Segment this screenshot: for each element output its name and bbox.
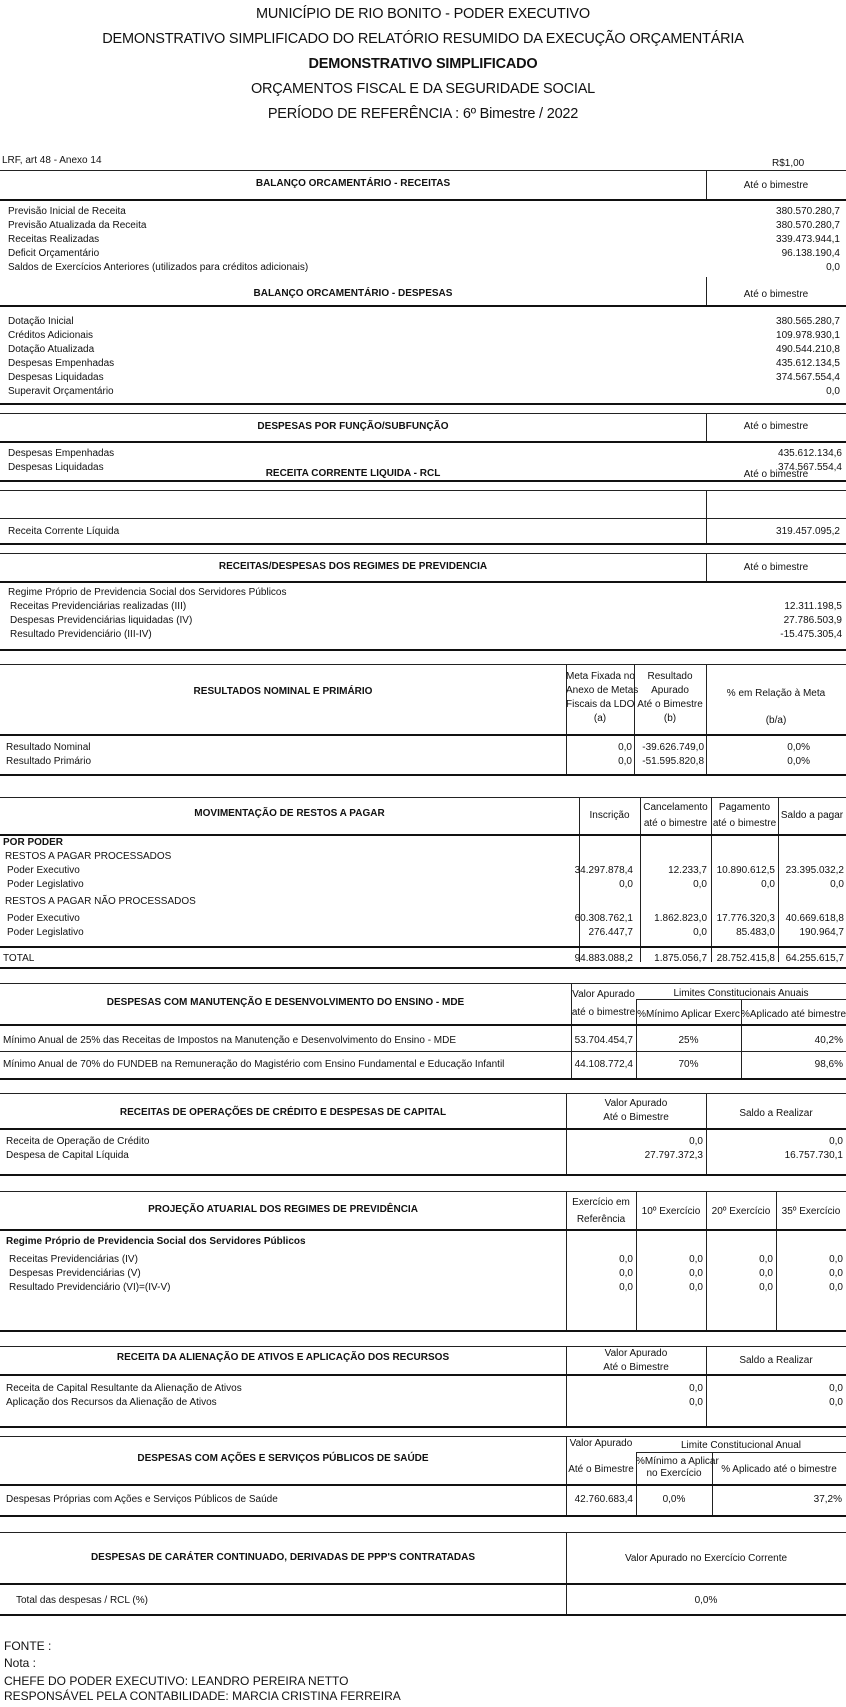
row-label: Aplicação dos Recursos da Alienação de Ativos — [6, 1397, 217, 1408]
row-label: Receita de Operação de Crédito — [6, 1136, 150, 1147]
mde-row-value: 53.704.454,7 — [574, 1035, 633, 1046]
restos-col-saldo — [778, 864, 844, 940]
row-label: Resultado Previdenciário (III-IV) — [10, 629, 152, 640]
header-line-municipio: MUNICÍPIO DE RIO BONITO - PODER EXECUTIVO — [256, 6, 590, 22]
row-value: 0,0 — [689, 1136, 703, 1147]
col-header-line: Até o Bimestre — [603, 1362, 669, 1373]
alienacao-values — [566, 1382, 703, 1410]
col-header-saldo: Saldo a Realizar — [739, 1108, 813, 1119]
row-value: 339.473.944,1 — [776, 234, 840, 245]
col-header-valor-exercicio: Valor Apurado no Exercício Corrente — [624, 1553, 788, 1564]
row-value: -51.595.820,8 — [642, 756, 704, 767]
col-header-saldo: Saldo a Realizar — [739, 1355, 813, 1366]
col-header-referencia — [566, 1194, 636, 1228]
row-value: 435.612.134,5 — [776, 358, 840, 369]
col-header-saldo: Saldo a pagar — [780, 810, 844, 821]
group-label: POR PODER — [3, 837, 64, 848]
col-header-line: até o bimestre — [643, 818, 708, 829]
header-line-orcamentos: ORÇAMENTOS FISCAL E DA SEGURIDADE SOCIAL — [250, 81, 596, 97]
col-header-line: Valor Apurado — [604, 1348, 668, 1359]
row-value: 0,0 — [761, 879, 775, 890]
row-value: 0,0 — [689, 1268, 703, 1279]
row-label: Despesas Liquidadas — [8, 462, 104, 473]
projecao-col-35 — [776, 1253, 843, 1295]
col-header-limites: Limites Constitucionais Anuais — [673, 988, 809, 999]
row-value: 0,0 — [689, 1254, 703, 1265]
row-value: 0,0 — [689, 1383, 703, 1394]
row-value: 380.570.280,7 — [776, 206, 840, 217]
restos-labels — [3, 836, 196, 940]
row-value: 0,0 — [829, 1254, 843, 1265]
row-value: 17.776.320,3 — [716, 913, 775, 924]
total-value: 94.883.088,2 — [574, 953, 633, 964]
col-header-line: no Exercício — [646, 1468, 702, 1479]
resultados-col-b — [634, 741, 704, 769]
col-header-valor — [566, 1347, 706, 1375]
restos-col-cancelamento — [640, 864, 707, 940]
resultados-col-a — [566, 741, 632, 769]
despesas-values — [700, 315, 840, 399]
col-header-line: Cancelamento — [643, 802, 708, 813]
col-header-line: Resultado — [647, 671, 693, 682]
col-header-inscricao: Inscrição — [589, 810, 630, 821]
restos-col-pagamento — [711, 864, 775, 940]
col-header-limite: Limite Constitucional Anual — [680, 1440, 802, 1451]
section-title-resultados: RESULTADOS NOMINAL E PRIMÁRIO — [193, 686, 373, 697]
col-header-valor — [566, 1436, 636, 1478]
row-label: Poder Legislativo — [7, 927, 84, 938]
row-value: 374.567.554,4 — [776, 372, 840, 383]
row-value: 0,0 — [619, 1268, 633, 1279]
total-value: 1.875.056,7 — [654, 953, 707, 964]
ppp-row-value: 0,0% — [694, 1595, 718, 1606]
section-title-credito: RECEITAS DE OPERAÇÕES DE CRÉDITO E DESPESAS DE CAPITAL — [119, 1107, 447, 1118]
col-header-ate-bimestre: Até o bimestre — [743, 421, 809, 432]
row-label: Despesas Previdenciárias (V) — [9, 1268, 141, 1279]
col-header-10: 10º Exercício — [641, 1206, 701, 1217]
row-value: 0,0% — [787, 742, 810, 753]
col-header-line: Até o Bimestre — [568, 1464, 634, 1475]
col-header-35: 35º Exercício — [781, 1206, 841, 1217]
row-value: 0,0 — [759, 1282, 773, 1293]
col-header-line: Apurado — [651, 685, 689, 696]
row-value: 0,0 — [619, 879, 633, 890]
row-label: Resultado Previdenciário (VI)=(IV-V) — [9, 1282, 171, 1293]
col-header-ate-bimestre: Até o bimestre — [743, 289, 809, 300]
col-header-line: Valor Apurado — [604, 1098, 668, 1109]
ppp-row-label: Total das despesas / RCL (%) — [16, 1595, 148, 1606]
col-header-aplicado: % Aplicado até o bimestre — [721, 1464, 837, 1475]
footer-nota: Nota : — [4, 1656, 37, 1670]
row-value: 0,0 — [826, 262, 840, 273]
col-header-aplicado: %Aplicado até bimestre — [741, 1009, 846, 1020]
receitas-values — [700, 205, 840, 275]
row-value: 0,0 — [619, 1282, 633, 1293]
saude-row-value: 42.760.683,4 — [574, 1494, 633, 1505]
row-value: 380.570.280,7 — [776, 220, 840, 231]
mde-row-label: Mínimo Anual de 25% das Receitas de Impostos na Manutenção e Desenvolvimento do Ensino - MDE — [3, 1035, 457, 1046]
row-value: 40.669.618,8 — [785, 913, 844, 924]
row-value: 0,0 — [829, 1136, 843, 1147]
row-value: 0,0 — [826, 386, 840, 397]
alienacao-saldos — [706, 1382, 843, 1410]
row-value: 109.978.930,1 — [776, 330, 840, 341]
col-header-line: Anexo de Metas — [566, 685, 639, 696]
section-title-rcl: RECEITA CORRENTE LIQUIDA - RCL — [265, 468, 441, 479]
col-header-line: até o bimestre — [712, 818, 777, 829]
total-label: TOTAL — [3, 953, 35, 964]
row-value: 23.395.032,2 — [785, 865, 844, 876]
saude-row-minimo: 0,0% — [662, 1494, 686, 1505]
col-header-minimo — [636, 1456, 719, 1480]
row-label: Receitas Previdenciárias (IV) — [9, 1254, 138, 1265]
row-label: Poder Legislativo — [7, 879, 84, 890]
col-header-percent-formula: (b/a) — [765, 715, 787, 726]
mde-row-minimo: 70% — [678, 1059, 699, 1070]
receitas-labels — [8, 205, 308, 275]
row-label: Despesas Empenhadas — [8, 448, 115, 459]
row-label: Créditos Adicionais — [8, 330, 94, 341]
saude-row-aplicado: 37,2% — [813, 1494, 842, 1505]
row-value: 0,0 — [759, 1254, 773, 1265]
mde-row-aplicado: 98,6% — [814, 1059, 843, 1070]
section-title-funcao: DESPESAS POR FUNÇÃO/SUBFUNÇÃO — [257, 421, 449, 432]
row-label: Receitas Realizadas — [8, 234, 100, 245]
projecao-col-10 — [636, 1253, 703, 1295]
row-label: Dotação Inicial — [8, 316, 74, 327]
section-title-saude: DESPESAS COM AÇÕES E SERVIÇOS PÚBLICOS DE SAÚDE — [137, 1453, 429, 1464]
col-header-line: Fiscais da LDO — [566, 699, 635, 710]
header-line-demonstrativo: DEMONSTRATIVO SIMPLIFICADO DO RELATÓRIO RESUMIDO DA EXECUÇÃO ORÇAMENTÁRIA — [102, 31, 744, 47]
row-value: 276.447,7 — [588, 927, 633, 938]
row-label: Despesas Liquidadas — [8, 372, 104, 383]
section-title-projecao: PROJEÇÃO ATUARIAL DOS REGIMES DE PREVIDÊNCIA — [148, 1204, 418, 1215]
row-value: 190.964,7 — [799, 927, 844, 938]
row-value: 27.797.372,3 — [644, 1150, 703, 1161]
mde-row-minimo: 25% — [678, 1035, 699, 1046]
group-label: RESTOS A PAGAR PROCESSADOS — [5, 851, 172, 862]
row-label: Poder Executivo — [7, 865, 80, 876]
row-value: 0,0% — [787, 756, 810, 767]
mde-row-value: 44.108.772,4 — [574, 1059, 633, 1070]
col-header-line: Exercício em — [572, 1197, 630, 1208]
currency-label: R$1,00 — [772, 158, 805, 169]
row-value: 12.311.198,5 — [784, 601, 842, 612]
col-header-minimo: %Mínimo Aplicar Exerc — [637, 1009, 740, 1020]
col-header-line: (b) — [663, 713, 677, 724]
row-label: Despesa de Capital Líquida — [6, 1150, 129, 1161]
row-label: Previsão Atualizada da Receita — [8, 220, 147, 231]
col-header-ate-bimestre: Até o bimestre — [743, 180, 809, 191]
row-value: 10.890.612,5 — [716, 865, 775, 876]
row-value: 380.565.280,7 — [776, 316, 840, 327]
row-label: Poder Executivo — [7, 913, 80, 924]
section-title-alienacao: RECEITA DA ALIENAÇÃO DE ATIVOS E APLICAÇÃO DOS RECURSOS — [116, 1352, 450, 1363]
restos-col-inscricao — [570, 864, 633, 940]
alienacao-labels — [6, 1382, 242, 1410]
col-header-20: 20º Exercício — [711, 1206, 771, 1217]
row-value: 0,0 — [830, 879, 844, 890]
col-header-line: Referência — [576, 1214, 626, 1225]
col-header-line: (a) — [593, 713, 607, 724]
row-label: Deficit Orçamentário — [8, 248, 100, 259]
col-header-resultado — [634, 670, 706, 726]
col-header-ate-bimestre: Até o bimestre — [743, 562, 809, 573]
row-label: Dotação Atualizada — [8, 344, 95, 355]
total-value: 64.255.615,7 — [785, 953, 844, 964]
group-label: Regime Próprio de Previdencia Social dos Servidores Públicos — [8, 587, 287, 598]
row-value: 0,0 — [618, 742, 632, 753]
row-value: 435.612.134,6 — [778, 448, 842, 459]
row-value: 1.862.823,0 — [654, 913, 707, 924]
group-label: Regime Próprio de Previdencia Social dos Servidores Públicos — [6, 1236, 306, 1247]
saude-row-label: Despesas Próprias com Ações e Serviços Públicos de Saúde — [6, 1494, 278, 1505]
col-header-line: Valor Apurado — [572, 989, 635, 1000]
row-label: Resultado Nominal — [6, 742, 91, 753]
col-header-line: Até o Bimestre — [637, 699, 703, 710]
row-value: -15.475.305,4 — [780, 629, 842, 640]
header-line-simplificado: DEMONSTRATIVO SIMPLIFICADO — [308, 56, 538, 72]
annex-label: LRF, art 48 - Anexo 14 — [2, 155, 102, 166]
row-label: Receitas Previdenciárias realizadas (III) — [10, 601, 187, 612]
mde-row-label: Mínimo Anual de 70% do FUNDEB na Remuneração do Magistério com Ensino Fundamental e Educação Infantil — [3, 1059, 505, 1070]
row-label: Despesas Empenhadas — [8, 358, 115, 369]
row-value: 0,0 — [829, 1282, 843, 1293]
col-header-valor — [566, 1097, 706, 1125]
projecao-col-ref — [566, 1253, 633, 1295]
rcl-value: 319.457.095,2 — [776, 526, 840, 537]
credito-values — [566, 1135, 703, 1163]
col-header-pagamento — [711, 800, 778, 832]
row-value: 0,0 — [829, 1268, 843, 1279]
projecao-labels — [6, 1235, 306, 1295]
col-header-line: Pagamento — [718, 802, 771, 813]
total-value: 28.752.415,8 — [716, 953, 775, 964]
credito-labels — [6, 1135, 149, 1163]
rcl-label: Receita Corrente Líquida — [8, 526, 120, 537]
footer-chefe: CHEFE DO PODER EXECUTIVO: LEANDRO PEREIRA NETTO — [4, 1674, 349, 1688]
previdencia-labels — [8, 586, 286, 642]
row-value: 60.308.762,1 — [574, 913, 633, 924]
section-title-mde: DESPESAS COM MANUTENÇÃO E DESENVOLVIMENTO DO ENSINO - MDE — [106, 997, 465, 1008]
col-header-line: Valor Apurado — [569, 1438, 633, 1449]
col-header-line: Meta Fixada no — [566, 671, 635, 682]
row-value: 0,0 — [829, 1397, 843, 1408]
row-value: 0,0 — [689, 1282, 703, 1293]
col-header-line: %Mínimo a Aplicar — [636, 1456, 719, 1467]
header-line-periodo: PERÍODO DE REFERÊNCIA : 6º Bimestre / 2022 — [267, 106, 579, 122]
row-label: Resultado Primário — [6, 756, 92, 767]
projecao-col-20 — [706, 1253, 773, 1295]
section-title-receitas: BALANÇO ORCAMENTÁRIO - RECEITAS — [255, 178, 451, 189]
resultados-col-c — [706, 741, 810, 769]
row-value: 85.483,0 — [736, 927, 775, 938]
section-title-despesas: BALANÇO ORCAMENTÁRIO - DESPESAS — [253, 288, 453, 299]
col-header-ate-bimestre: Até o bimestre — [743, 469, 809, 480]
row-label: Saldos de Exercícios Anteriores (utilizados para créditos adicionais) — [8, 262, 309, 273]
despesas-labels — [8, 315, 114, 399]
row-value: 34.297.878,4 — [574, 865, 633, 876]
col-header-percent: % em Relação à Meta — [726, 688, 826, 699]
group-label: RESTOS A PAGAR NÃO PROCESSADOS — [5, 896, 196, 907]
col-header-line: Até o Bimestre — [603, 1112, 669, 1123]
row-value: 0,0 — [689, 1397, 703, 1408]
row-value: 0,0 — [829, 1383, 843, 1394]
col-header-valor — [571, 986, 636, 1022]
row-value: 0,0 — [619, 1254, 633, 1265]
row-value: 0,0 — [618, 756, 632, 767]
col-header-line: até o bimestre — [571, 1007, 636, 1018]
previdencia-values — [700, 600, 842, 642]
row-label: Despesas Previdenciárias liquidadas (IV) — [10, 615, 193, 626]
row-value: 374.567.554,4 — [778, 462, 842, 473]
row-value: 12.233,7 — [668, 865, 707, 876]
row-value: 490.544.210,8 — [776, 344, 840, 355]
row-value: 0,0 — [693, 927, 707, 938]
col-header-meta — [566, 670, 639, 726]
row-label: Receita de Capital Resultante da Alienação de Ativos — [6, 1383, 242, 1394]
section-title-previdencia: RECEITAS/DESPESAS DOS REGIMES DE PREVIDENCIA — [218, 561, 488, 572]
col-header-cancelamento — [640, 800, 711, 832]
row-value: 16.757.730,1 — [784, 1150, 843, 1161]
row-value: -39.626.749,0 — [642, 742, 704, 753]
row-value: 96.138.190,4 — [781, 248, 840, 259]
credito-saldos — [706, 1135, 843, 1163]
row-value: 0,0 — [693, 879, 707, 890]
footer-fonte: FONTE : — [4, 1639, 52, 1653]
row-label: Superavit Orçamentário — [8, 386, 114, 397]
row-value: 0,0 — [759, 1268, 773, 1279]
footer-responsavel: RESPONSÁVEL PELA CONTABILIDADE: MARCIA CRISTINA FERREIRA — [4, 1689, 401, 1703]
section-title-restos: MOVIMENTAÇÃO DE RESTOS A PAGAR — [194, 808, 385, 819]
report-footer — [4, 1638, 401, 1703]
section-title-ppp: DESPESAS DE CARÁTER CONTINUADO, DERIVADAS DE PPP'S CONTRATADAS — [90, 1552, 476, 1563]
resultados-labels — [6, 741, 91, 769]
row-value: 27.786.503,9 — [783, 615, 842, 626]
row-label: Previsão Inicial de Receita — [8, 206, 126, 217]
mde-row-aplicado: 40,2% — [814, 1035, 843, 1046]
report-header — [0, 2, 846, 127]
